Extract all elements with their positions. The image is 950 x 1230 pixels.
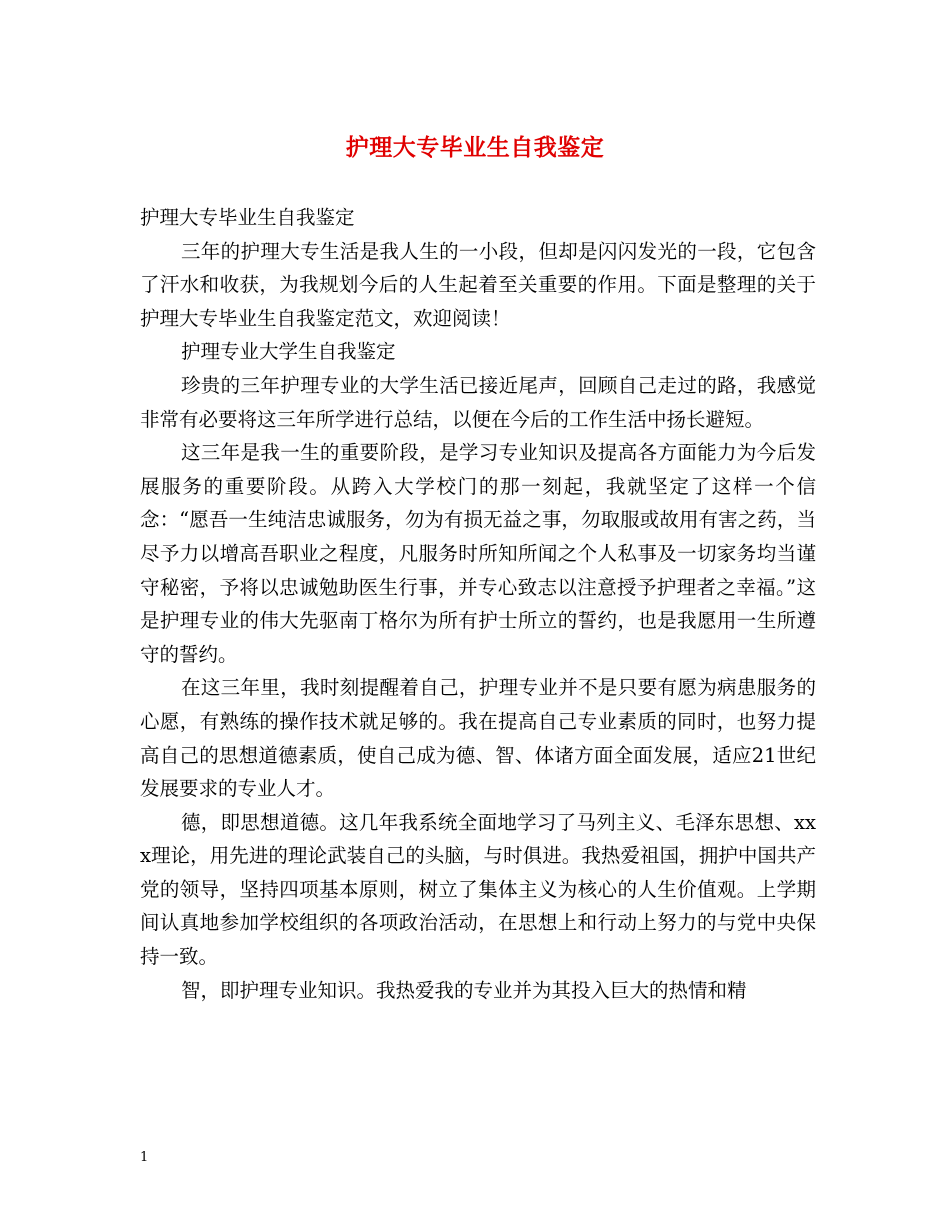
subtitle-paragraph: 护理大专毕业生自我鉴定 <box>140 206 355 229</box>
document-body <box>140 201 816 1007</box>
body-paragraph: 在这三年里，我时刻提醒着自己，护理专业并不是只要有愿为病患服务的心愿，有熟练的操作技术就足够的。我在提高自己专业素质的同时，也努力提高自己的思想道德素质，使自己成为德、智、体诸方面全面发展，适应21世纪发展要求的专业人才。 <box>140 676 816 801</box>
section-heading: 护理专业大学生自我鉴定 <box>180 340 396 364</box>
body-paragraph: 智，即护理专业知识。我热爱我的专业并为其投入巨大的热情和精 <box>180 978 747 1002</box>
document-title: 护理大专毕业生自我鉴定 <box>345 134 605 161</box>
body-paragraph: 德，即思想道德。这几年我系统全面地学习了马列主义、毛泽东思想、xxx理论，用先进的理论武装自己的头脑，与时俱进。我热爱祖国，拥护中国共产党的领导，坚持四项基本原则，树立了集体主义为核心的人生价值观。上学期间认真地参加学校组织的各项政治活动，在思想上和行动上努力的与党中央保持一致。 <box>140 810 816 969</box>
body-paragraph: 珍贵的三年护理专业的大学生活已接近尾声，回顾自己走过的路，我感觉非常有必要将这三年所学进行总结，以便在今后的工作生活中扬长避短。 <box>140 373 816 431</box>
intro-paragraph: 三年的护理大专生活是我人生的一小段，但却是闪闪发光的一段，它包含了汗水和收获，为我规划今后的人生起着至关重要的作用。下面是整理的关于护理大专毕业生自我鉴定范文，欢迎阅读！ <box>140 239 816 330</box>
body-paragraph: 这三年是我一生的重要阶段，是学习专业知识及提高各方面能力为今后发展服务的重要阶段。从跨入大学校门的那一刻起，我就坚定了这样一个信念：“愿吾一生纯洁忠诚服务，勿为有损无益之事，勿取服或故用有害之药，当尽予力以增高吾职业之程度，凡服务时所知所闻之个人私事及一切家务均当谨守秘密，予将以忠诚勉助医生行事，并专心致志以注意授予护理者之幸福。”这是护理专业的伟大先驱南丁格尔为所有护士所立的誓约，也是我愿用一生所遵守的誓约。 <box>140 441 816 666</box>
page-number: 1 <box>140 1150 149 1165</box>
